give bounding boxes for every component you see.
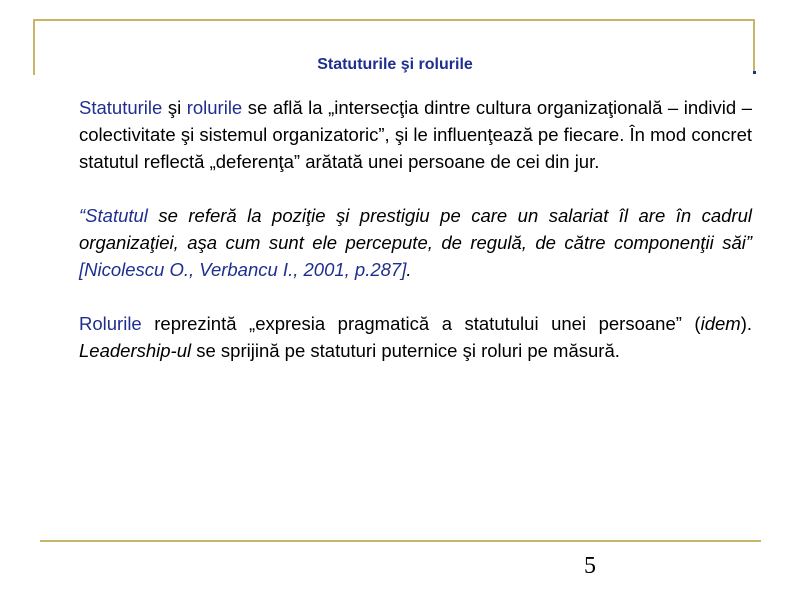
paragraph-statuturile — [79, 94, 752, 175]
conjunction: şi — [162, 97, 187, 118]
idem-reference: idem — [700, 313, 741, 334]
frame-right-border — [753, 19, 755, 72]
frame-left-border — [33, 19, 35, 75]
term-statuturile: Statuturile — [79, 97, 163, 118]
paragraph-text: se sprijină pe statuturi puternice şi roluri pe măsură. — [191, 340, 620, 361]
paragraph-end: . — [406, 259, 412, 280]
page-number: 5 — [584, 553, 596, 579]
paragraph-text: ). — [740, 313, 752, 334]
quote-text: se referă la poziţie şi prestigiu pe care un salariat îl are în cadrul organizaţiei, aşa cum sunt ele percepute, de regulă, de către componenţii săi” — [79, 205, 752, 253]
citation: [Nicolescu O., Verbancu I., 2001, p.287] — [79, 259, 407, 280]
slide-title: Statuturile şi rolurile — [317, 56, 473, 73]
term-rolurile-definition: Rolurile — [79, 313, 142, 334]
paragraph-rolurile — [79, 310, 752, 364]
bottom-rule — [40, 540, 761, 542]
term-leadership: Leadership-ul — [79, 340, 192, 361]
frame-top-border — [33, 19, 755, 21]
paragraph-statutul-quote — [79, 202, 752, 283]
term-statutul: Statutul — [85, 205, 148, 226]
paragraph-text: se află la „intersecţia dintre cultura organizaţională – individ – colectivitate şi sistemul organizatoric”, şi le influenţează pe fiecare. În mod concret statutul reflectă „deferenţa” arătată unei persoane de cei din jur. — [79, 97, 752, 172]
corner-dot — [753, 71, 756, 74]
term-rolurile: rolurile — [186, 97, 243, 118]
open-quote: “ — [79, 205, 86, 226]
slide-body — [79, 94, 752, 391]
paragraph-text: reprezintă „expresia pragmatică a statutului unei persoane” ( — [141, 313, 701, 334]
